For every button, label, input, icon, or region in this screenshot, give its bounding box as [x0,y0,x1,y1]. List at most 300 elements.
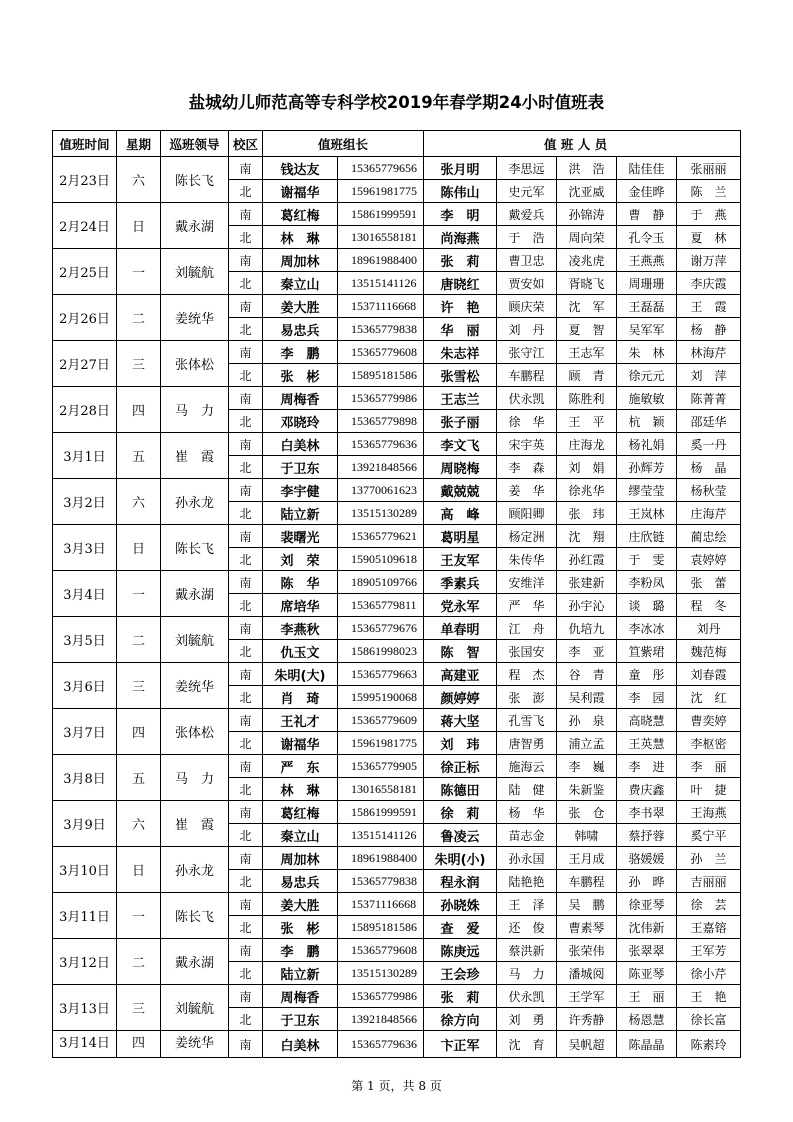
staff-member: 王 丽 [617,985,677,1008]
duty-weekday: 四 [117,1031,161,1058]
campus: 北 [229,686,263,709]
staff-member: 浦立孟 [557,732,617,755]
campus: 北 [229,548,263,571]
patrol-leader: 戴永湖 [161,939,229,985]
staff-member: 于 雯 [617,548,677,571]
staff-member: 谈 璐 [617,594,677,617]
staff-member: 王 泽 [497,893,557,916]
staff-member: 夏 智 [557,318,617,341]
campus: 北 [229,456,263,479]
staff-member: 袁婷婷 [677,548,741,571]
staff-member: 陈亚琴 [617,962,677,985]
campus: 南 [229,479,263,502]
header-staff: 值 班 人 员 [424,131,741,157]
group-leader-phone: 13016558181 [338,778,424,801]
group-leader-phone: 15861999591 [338,203,424,226]
staff-lead: 查 爱 [424,916,497,939]
group-leader-phone: 15365779838 [338,870,424,893]
group-leader-phone: 15365779656 [338,157,424,180]
campus: 南 [229,709,263,732]
staff-member: 曹奕婷 [677,709,741,732]
group-leader-name: 席培华 [263,594,338,617]
campus: 南 [229,1031,263,1058]
staff-member: 王 艳 [677,985,741,1008]
staff-member: 沈 翔 [557,525,617,548]
staff-lead: 刘 玮 [424,732,497,755]
staff-member: 陈素玲 [677,1031,741,1058]
staff-lead: 葛明星 [424,525,497,548]
group-leader-name: 白美林 [263,433,338,456]
staff-lead: 王志兰 [424,387,497,410]
staff-member: 孔令玉 [617,226,677,249]
staff-member: 徐亚琴 [617,893,677,916]
duty-weekday: 日 [117,847,161,893]
duty-weekday: 六 [117,801,161,847]
patrol-leader: 陈长飞 [161,157,229,203]
duty-date: 3月9日 [53,801,117,847]
staff-member: 周珊珊 [617,272,677,295]
duty-weekday: 六 [117,157,161,203]
group-leader-phone: 15365779636 [338,433,424,456]
campus: 北 [229,778,263,801]
table-row [53,663,741,686]
staff-member: 王 平 [557,410,617,433]
staff-member: 庄海芹 [677,502,741,525]
group-leader-phone: 15895181586 [338,916,424,939]
patrol-leader: 戴永湖 [161,203,229,249]
group-leader-name: 秦立山 [263,272,338,295]
staff-member: 陈晶晶 [617,1031,677,1058]
staff-member: 李书翠 [617,801,677,824]
group-leader-name: 张 彬 [263,916,338,939]
table-row [53,479,741,502]
staff-member: 张国安 [497,640,557,663]
staff-member: 笪紫珺 [617,640,677,663]
header-leader: 巡班领导 [161,131,229,157]
duty-weekday: 三 [117,663,161,709]
staff-member: 杭 颖 [617,410,677,433]
table-row [53,617,741,640]
staff-member: 王磊磊 [617,295,677,318]
staff-member: 李冰冰 [617,617,677,640]
duty-weekday: 五 [117,433,161,479]
staff-member: 吴军军 [617,318,677,341]
duty-date: 2月28日 [53,387,117,433]
staff-lead: 张 莉 [424,985,497,1008]
group-leader-name: 林 琳 [263,778,338,801]
staff-member: 许秀静 [557,1008,617,1031]
group-leader-phone: 13515130289 [338,962,424,985]
staff-member: 李 进 [617,755,677,778]
staff-lead: 张月明 [424,157,497,180]
staff-member: 孙 兰 [677,847,741,870]
group-leader-name: 严 东 [263,755,338,778]
table-row [53,157,741,180]
campus: 南 [229,985,263,1008]
staff-lead: 朱志祥 [424,341,497,364]
campus: 北 [229,502,263,525]
group-leader-name: 李 鹏 [263,939,338,962]
staff-member: 李 森 [497,456,557,479]
staff-member: 张翠翠 [617,939,677,962]
table-row [53,341,741,364]
group-leader-phone: 13515141126 [338,272,424,295]
staff-member: 高晓慧 [617,709,677,732]
staff-member: 庄海龙 [557,433,617,456]
staff-member: 陈 兰 [677,180,741,203]
staff-lead: 周晓梅 [424,456,497,479]
staff-member: 张 蕾 [677,571,741,594]
staff-member: 车鹏程 [497,364,557,387]
staff-member: 顾 青 [557,364,617,387]
staff-member: 童 彤 [617,663,677,686]
staff-member: 魏范梅 [677,640,741,663]
staff-member: 胥晓飞 [557,272,617,295]
staff-member: 邵廷华 [677,410,741,433]
patrol-leader: 马 力 [161,755,229,801]
staff-member: 谷 青 [557,663,617,686]
staff-member: 李 丽 [677,755,741,778]
group-leader-phone: 15365779621 [338,525,424,548]
staff-member: 顾庆荣 [497,295,557,318]
staff-lead: 张 莉 [424,249,497,272]
staff-lead: 季素兵 [424,571,497,594]
campus: 北 [229,640,263,663]
staff-member: 于 浩 [497,226,557,249]
staff-member: 徐小芹 [677,962,741,985]
duty-date: 3月8日 [53,755,117,801]
campus: 南 [229,525,263,548]
staff-lead: 高建亚 [424,663,497,686]
patrol-leader: 张体松 [161,709,229,755]
group-leader-phone: 18961988400 [338,249,424,272]
campus: 南 [229,157,263,180]
page-footer: 第 1 页，共 8 页 [351,1079,442,1093]
staff-member: 张守江 [497,341,557,364]
staff-lead: 华 丽 [424,318,497,341]
page-title: 盐城幼儿师范高等专科学校2019年春学期24小时值班表 [188,93,605,112]
staff-member: 吴利霞 [557,686,617,709]
campus: 北 [229,1008,263,1031]
staff-member: 孙红霞 [557,548,617,571]
staff-member: 于 燕 [677,203,741,226]
duty-date: 3月3日 [53,525,117,571]
staff-lead: 鲁凌云 [424,824,497,847]
staff-member: 孔雪飞 [497,709,557,732]
duty-weekday: 日 [117,203,161,249]
staff-member: 杨定洲 [497,525,557,548]
patrol-leader: 孙永龙 [161,847,229,893]
table-row [53,525,741,548]
group-leader-phone: 18961988400 [338,847,424,870]
duty-weekday: 三 [117,341,161,387]
staff-member: 吉丽丽 [677,870,741,893]
group-leader-phone: 15365779636 [338,1031,424,1058]
staff-member: 陈胜利 [557,387,617,410]
staff-member: 王嘉镕 [677,916,741,939]
campus: 南 [229,801,263,824]
group-leader-name: 朱明(大) [263,663,338,686]
staff-lead: 徐方向 [424,1008,497,1031]
staff-member: 姜 华 [497,479,557,502]
staff-member: 林海芹 [677,341,741,364]
group-leader-phone: 15365779663 [338,663,424,686]
staff-member: 李粉凤 [617,571,677,594]
group-leader-name: 王礼才 [263,709,338,732]
duty-weekday: 一 [117,893,161,939]
staff-lead: 王友军 [424,548,497,571]
group-leader-name: 李燕秋 [263,617,338,640]
staff-member: 曹 静 [617,203,677,226]
staff-member: 王英慧 [617,732,677,755]
staff-member: 徐元元 [617,364,677,387]
header-weekday: 星期 [117,131,161,157]
staff-member: 曹素琴 [557,916,617,939]
staff-member: 顾阳卿 [497,502,557,525]
table-row [53,433,741,456]
staff-member: 安维洋 [497,571,557,594]
staff-member: 施海云 [497,755,557,778]
staff-member: 施敏敏 [617,387,677,410]
group-leader-name: 邓晓玲 [263,410,338,433]
staff-member: 严 华 [497,594,557,617]
staff-lead: 许 艳 [424,295,497,318]
staff-member: 伏永凯 [497,985,557,1008]
staff-member: 凌兆虎 [557,249,617,272]
staff-member: 蔡抒蓉 [617,824,677,847]
staff-member: 缪莹莹 [617,479,677,502]
group-leader-phone: 15961981775 [338,180,424,203]
staff-member: 戴爱兵 [497,203,557,226]
duty-date: 3月6日 [53,663,117,709]
duty-date: 3月2日 [53,479,117,525]
group-leader-phone: 15961981775 [338,732,424,755]
table-row [53,387,741,410]
staff-member: 费庆鑫 [617,778,677,801]
header-date: 值班时间 [53,131,117,157]
duty-date: 3月14日 [53,1031,117,1058]
staff-member: 孙 晔 [617,870,677,893]
staff-member: 韩啸 [557,824,617,847]
group-leader-name: 于卫东 [263,456,338,479]
staff-lead: 戴兢兢 [424,479,497,502]
staff-member: 张 澎 [497,686,557,709]
patrol-leader: 刘毓航 [161,249,229,295]
patrol-leader: 刘毓航 [161,985,229,1031]
group-leader-name: 葛红梅 [263,801,338,824]
staff-lead: 陈德田 [424,778,497,801]
group-leader-phone: 15861999591 [338,801,424,824]
staff-member: 李思远 [497,157,557,180]
campus: 北 [229,870,263,893]
table-row [53,249,741,272]
group-leader-phone: 13016558181 [338,226,424,249]
staff-member: 刘 萍 [677,364,741,387]
staff-member: 孙宇沁 [557,594,617,617]
group-leader-phone: 15371116668 [338,893,424,916]
staff-member: 蔡洪新 [497,939,557,962]
duty-weekday: 六 [117,479,161,525]
group-leader-phone: 15861998023 [338,640,424,663]
staff-lead: 程永润 [424,870,497,893]
table-row [53,709,741,732]
duty-date: 2月27日 [53,341,117,387]
patrol-leader: 姜统华 [161,1031,229,1058]
staff-member: 刘 丹 [497,318,557,341]
header-group-leader: 值班组长 [263,131,424,157]
staff-member: 夏 林 [677,226,741,249]
staff-lead: 单春明 [424,617,497,640]
table-row [53,755,741,778]
staff-member: 奚宁平 [677,824,741,847]
staff-member: 陈菁菁 [677,387,741,410]
table-row [53,203,741,226]
staff-member: 张丽丽 [677,157,741,180]
duty-weekday: 四 [117,387,161,433]
duty-date: 3月13日 [53,985,117,1031]
group-leader-name: 周加林 [263,847,338,870]
staff-member: 李枢密 [677,732,741,755]
campus: 南 [229,847,263,870]
group-leader-name: 张 彬 [263,364,338,387]
group-leader-name: 李 鹏 [263,341,338,364]
staff-member: 仇培九 [557,617,617,640]
group-leader-phone: 15365779608 [338,341,424,364]
staff-member: 奚一丹 [677,433,741,456]
group-leader-name: 谢福华 [263,732,338,755]
staff-member: 刘丹 [677,617,741,640]
staff-member: 张荣伟 [557,939,617,962]
staff-member: 杨秋莹 [677,479,741,502]
staff-member: 李 巍 [557,755,617,778]
campus: 北 [229,318,263,341]
staff-member: 陆 健 [497,778,557,801]
patrol-leader: 陈长飞 [161,893,229,939]
staff-member: 金佳晔 [617,180,677,203]
duty-weekday: 四 [117,709,161,755]
staff-lead: 张雪松 [424,364,497,387]
group-leader-phone: 15365779905 [338,755,424,778]
group-leader-name: 周加林 [263,249,338,272]
patrol-leader: 崔 霞 [161,433,229,479]
campus: 南 [229,663,263,686]
duty-date: 3月11日 [53,893,117,939]
staff-member: 刘春霞 [677,663,741,686]
duty-date: 3月10日 [53,847,117,893]
staff-member: 沈 红 [677,686,741,709]
campus: 北 [229,364,263,387]
table-row-partial [53,1031,741,1058]
staff-lead: 党永军 [424,594,497,617]
group-leader-phone: 15365779986 [338,985,424,1008]
group-leader-name: 李宇健 [263,479,338,502]
patrol-leader: 马 力 [161,387,229,433]
staff-member: 曹卫忠 [497,249,557,272]
staff-member: 庄欣链 [617,525,677,548]
staff-member: 徐 华 [497,410,557,433]
staff-member: 贾安如 [497,272,557,295]
group-leader-name: 葛红梅 [263,203,338,226]
group-leader-phone: 15895181586 [338,364,424,387]
staff-lead: 张子丽 [424,410,497,433]
group-leader-name: 于卫东 [263,1008,338,1031]
table-row [53,847,741,870]
staff-member: 王学军 [557,985,617,1008]
group-leader-phone: 13921848566 [338,456,424,479]
group-leader-name: 陆立新 [263,962,338,985]
table-row [53,985,741,1008]
group-leader-phone: 15365779608 [338,939,424,962]
group-leader-phone: 13515130289 [338,502,424,525]
campus: 南 [229,755,263,778]
group-leader-name: 周梅香 [263,985,338,1008]
staff-member: 王军芳 [677,939,741,962]
staff-lead: 颜婷婷 [424,686,497,709]
staff-member: 朱传华 [497,548,557,571]
staff-member: 徐 芸 [677,893,741,916]
group-leader-name: 刘 荣 [263,548,338,571]
staff-member: 刘 娟 [557,456,617,479]
staff-lead: 唐晓红 [424,272,497,295]
staff-lead: 陈伟山 [424,180,497,203]
staff-lead: 王会珍 [424,962,497,985]
staff-member: 杨礼娟 [617,433,677,456]
campus: 北 [229,732,263,755]
staff-member: 孙 泉 [557,709,617,732]
group-leader-phone: 15371116668 [338,295,424,318]
table-row [53,571,741,594]
duty-date: 3月4日 [53,571,117,617]
staff-member: 蔺忠绘 [677,525,741,548]
patrol-leader: 姜统华 [161,295,229,341]
group-leader-name: 白美林 [263,1031,338,1058]
staff-member: 陆艳艳 [497,870,557,893]
header-row [53,131,741,157]
table-row [53,893,741,916]
staff-lead: 陈 智 [424,640,497,663]
staff-member: 洪 浩 [557,157,617,180]
staff-member: 沈伟新 [617,916,677,939]
campus: 南 [229,571,263,594]
campus: 南 [229,203,263,226]
campus: 北 [229,226,263,249]
staff-lead: 徐正标 [424,755,497,778]
staff-lead: 徐 莉 [424,801,497,824]
staff-member: 王志军 [557,341,617,364]
staff-member: 朱 林 [617,341,677,364]
staff-lead: 卞正军 [424,1031,497,1058]
staff-member: 苗志金 [497,824,557,847]
group-leader-phone: 13921848566 [338,1008,424,1031]
campus: 北 [229,594,263,617]
duty-weekday: 一 [117,249,161,295]
group-leader-phone: 15365779838 [338,318,424,341]
group-leader-name: 仇玉文 [263,640,338,663]
table-row [53,939,741,962]
group-leader-phone: 15365779609 [338,709,424,732]
patrol-leader: 崔 霞 [161,801,229,847]
duty-date: 2月25日 [53,249,117,295]
group-leader-phone: 13770061623 [338,479,424,502]
duty-weekday: 一 [117,571,161,617]
group-leader-name: 易忠兵 [263,870,338,893]
staff-member: 王 霞 [677,295,741,318]
staff-lead: 陈庚远 [424,939,497,962]
staff-lead: 蒋大坚 [424,709,497,732]
staff-member: 王岚林 [617,502,677,525]
staff-lead: 朱明(小) [424,847,497,870]
staff-member: 吴 鹏 [557,893,617,916]
